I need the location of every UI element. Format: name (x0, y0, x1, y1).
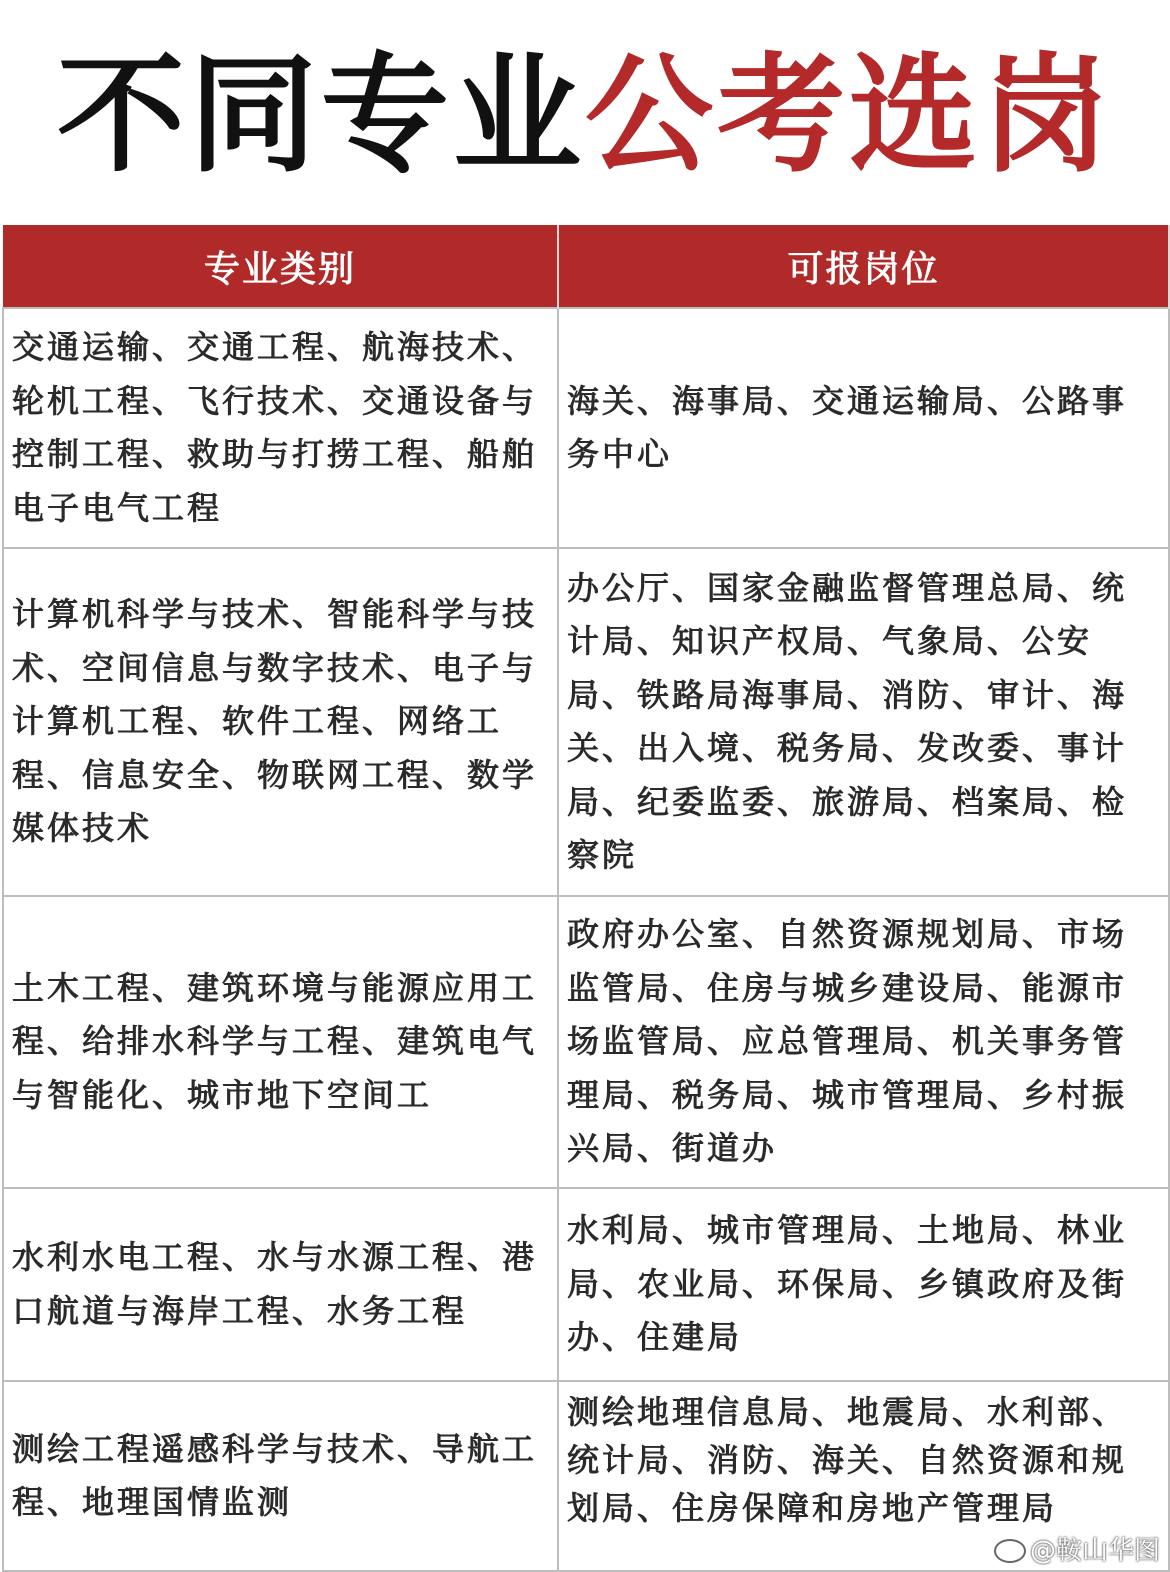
positions-cell: 测绘地理信息局、地震局、水利部、统计局、消防、海关、自然资源和规划局、住房保障和房地产管理局 (558, 1381, 1169, 1571)
major-cell: 交通运输、交通工程、航海技术、轮机工程、飞行技术、交通设备与控制工程、救助与打捞工程、船舶电子电气工程 (3, 308, 558, 548)
major-cell: 计算机科学与技术、智能科学与技术、空间信息与数字技术、电子与计算机工程、软件工程、网络工程、信息安全、物联网工程、数学媒体技术 (3, 548, 558, 896)
page-title (0, 40, 1170, 190)
major-positions-table (2, 225, 1170, 1572)
title-part-red: 公考选岗 (585, 40, 1114, 190)
table-row (3, 896, 1169, 1188)
major-cell: 土木工程、建筑环境与能源应用工程、给排水科学与工程、建筑电气与智能化、城市地下空间工 (3, 896, 558, 1188)
major-cell: 水利水电工程、水与水源工程、港口航道与海岸工程、水务工程 (3, 1188, 558, 1381)
table-row (3, 1188, 1169, 1381)
weibo-icon (994, 1539, 1026, 1563)
header-positions: 可报岗位 (558, 225, 1169, 308)
header-major: 专业类别 (3, 225, 558, 308)
title-part-black: 不同专业 (56, 40, 585, 190)
positions-cell: 办公厅、国家金融监督管理总局、统计局、知识产权局、气象局、公安局、铁路局海事局、消防、审计、海关、出入境、税务局、发改委、事计局、纪委监委、旅游局、档案局、检察院 (558, 548, 1169, 896)
positions-cell: 水利局、城市管理局、土地局、林业局、农业局、环保局、乡镇政府及街办、住建局 (558, 1188, 1169, 1381)
positions-cell: 政府办公室、自然资源规划局、市场监管局、住房与城乡建设局、能源市场监管局、应总管理局、机关事务管理局、税务局、城市管理局、乡村振兴局、街道办 (558, 896, 1169, 1188)
table-row (3, 308, 1169, 548)
watermark (994, 1536, 1160, 1566)
table-row (3, 548, 1169, 896)
positions-cell: 海关、海事局、交通运输局、公路事务中心 (558, 308, 1169, 548)
major-cell: 测绘工程遥感科学与技术、导航工程、地理国情监测 (3, 1381, 558, 1571)
watermark-text: @鞍山华图 (1029, 1536, 1160, 1566)
table-header-row (3, 225, 1169, 308)
